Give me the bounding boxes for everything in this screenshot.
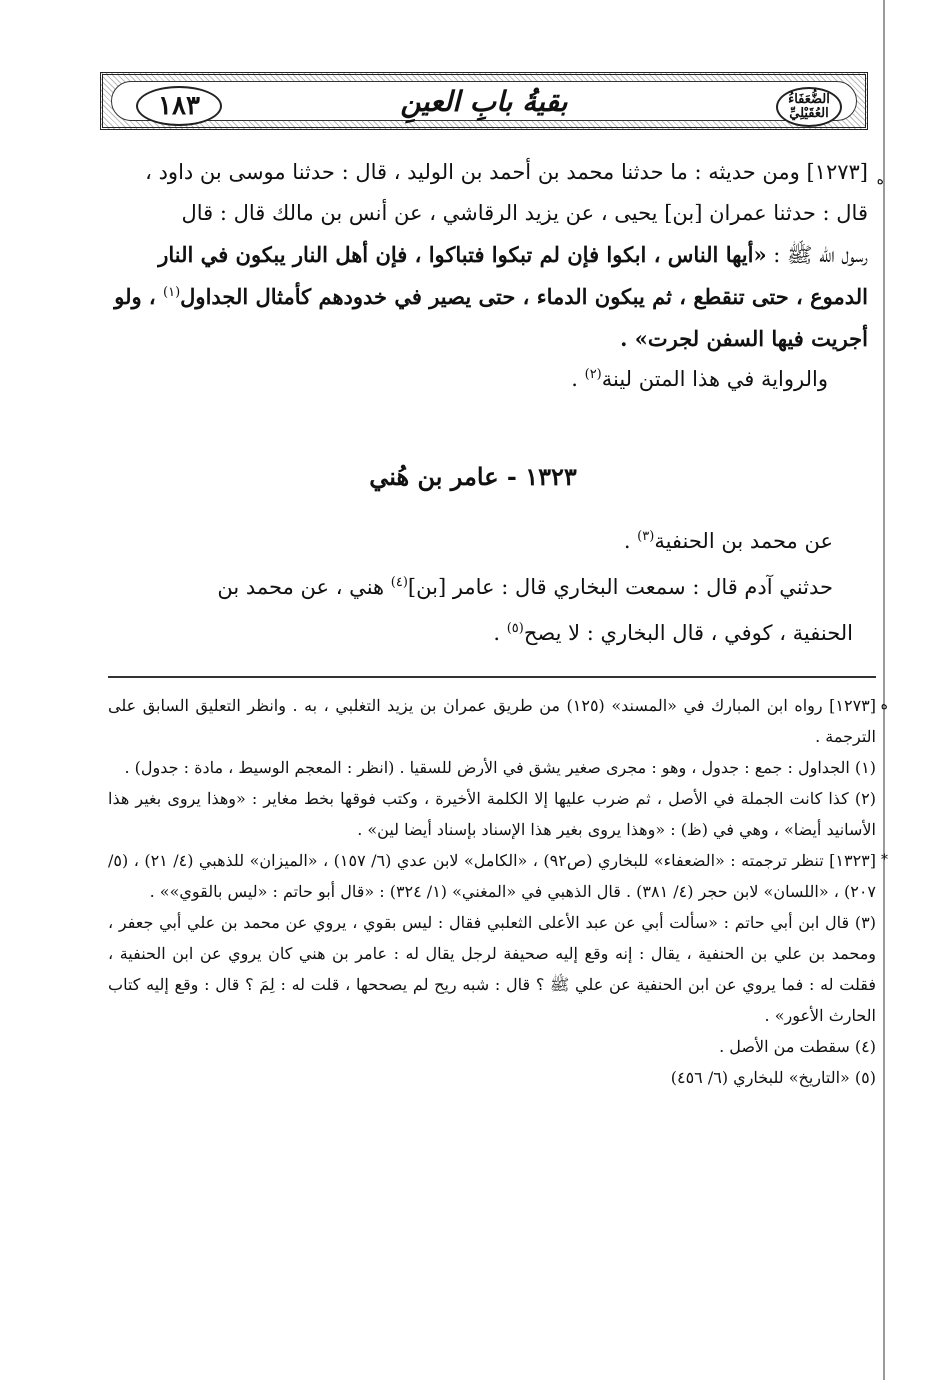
entry-1323-line-2 bbox=[108, 564, 853, 610]
emblem-top-text: الضُّعَفَاءُ bbox=[788, 92, 830, 107]
entry-1273-line-3 bbox=[108, 234, 868, 276]
entry-1323-line-2a: حدثني آدم قال : سمعت البخاري قال : عامر [بن] bbox=[407, 575, 833, 599]
footnote-1323-mark: * bbox=[881, 852, 888, 868]
entry-1323-line-1-text: عن محمد بن الحنفية bbox=[654, 529, 833, 553]
emblem-bottom-text: العُقَيْلِيِّ bbox=[789, 106, 829, 121]
footnote-ref-5: (٥) bbox=[506, 621, 524, 636]
footnote-ref-3: (٣) bbox=[637, 529, 655, 544]
entry-1273 bbox=[108, 152, 884, 400]
footnote-1273-text: [١٢٧٣] رواه ابن المبارك في «المسند» (١٢٥) من طريق عمران بن يزيد التغلبي ، به . وانظر التعليق السابق على الترجمة . bbox=[108, 696, 876, 746]
hadith-text-2: الدموع ، حتى تنقطع ، ثم يبكون الدماء ، حتى يصير في خدودهم كأمثال الجداول bbox=[180, 284, 868, 309]
entry-1323-line-1 bbox=[108, 518, 853, 564]
narration-note-end: . bbox=[571, 367, 585, 391]
book-emblem bbox=[776, 87, 842, 127]
footnote-4: (٤) سقطت من الأصل . bbox=[719, 1037, 876, 1056]
footnote-ref-2: (٢) bbox=[584, 367, 602, 382]
footnote-ref-1: (١) bbox=[163, 285, 181, 300]
narration-note-text: والرواية في هذا المتن لينة bbox=[601, 367, 828, 391]
entry-1323-line-2b: هني ، عن محمد بن bbox=[217, 575, 391, 599]
narration-note bbox=[108, 359, 868, 400]
entry-1323-line-1-end: . bbox=[623, 529, 638, 553]
entry-1273-line-2: قال : حدثنا عمران [بن] يحيى ، عن يزيد الرقاشي ، عن أنس بن مالك قال : قال bbox=[181, 201, 868, 225]
footnote-3: (٣) قال ابن أبي حاتم : «سألت أبي عن عبد الأعلى الثعلبي فقال : ليس بقوي ، يروي عن محمد بن علي أبي جعفر ، ومحمد بن علي بن الحنفية ، يقال : إنه وقع إليه صحيفة لرجل يقال له : عامر بن هني كان يروي عن ابن الحنفية ، فقلت له : فما يروي عن ابن الحنفية عن علي ﷺ ؟ قال : شبه ريح لم يصححها ، قلت له : لِمَ ؟ قال : وقع إليه كتاب الحارث الأعور» . bbox=[108, 913, 876, 1025]
circle-mark: ه bbox=[876, 172, 884, 188]
footnote-5: (٥) «التاريخ» للبخاري (٦/ ٤٥٦) bbox=[670, 1068, 876, 1087]
footnote-1323-text: [١٣٢٣] تنظر ترجمته : «الضعفاء» للبخاري (ص٩٢) ، «الكامل» لابن عدي (٦/ ١٥٧) ، «الميزان» للذهبي (٤/ ٢١) ، (٥/ ٢٠٧) ، «اللسان» لابن حجر (٤/ ٣٨١) . قال الذهبي في «المغني» (١/ ٣٢٤) : «قال أبو حاتم : «ليس بالقوي»» . bbox=[108, 851, 876, 901]
page-number: ١٨٣ bbox=[136, 86, 222, 126]
footnote-1: (١) الجداول : جمع : جدول ، وهو : مجرى صغير يشق في الأرض للسقيا . (انظر : المعجم الوسيط ، مادة : جدول) . bbox=[124, 758, 876, 777]
header-title: بقيةُ بابِ العينِ bbox=[400, 84, 568, 118]
entry-1273-line-5: أجريت فيها السفن لجرت» . bbox=[620, 326, 868, 351]
hadith-intro: رسول الله ﷺ : bbox=[766, 243, 868, 267]
header-band bbox=[111, 81, 857, 121]
footnote-ref-4: (٤) bbox=[390, 575, 408, 590]
footnote-2: (٢) كذا كانت الجملة في الأصل ، ثم ضرب عليها إلا الكلمة الأخيرة ، وكتب فوقها بخط مغاير : «وهذا يروى بغير هذا الأسانيد أيضا» ، وهي في (ظ) : «وهذا يروى بغير هذا الإسناد بإسناد أيضا لين» . bbox=[108, 789, 876, 839]
entry-1273-line-4 bbox=[108, 276, 868, 318]
footnote-separator bbox=[108, 676, 876, 678]
entry-1273-line-1: [١٢٧٣] ومن حديثه : ما حدثنا محمد بن أحمد بن الوليد ، قال : حدثنا موسى بن داود ، bbox=[145, 160, 868, 184]
hadith-text-3: ، ولو bbox=[114, 284, 164, 309]
footnote-1323 bbox=[108, 845, 888, 907]
entry-1323-line-3-text: الحنفية ، كوفي ، قال البخاري : لا يصح bbox=[523, 621, 853, 645]
footnote-1273 bbox=[108, 690, 888, 752]
section-heading-1323: ١٣٢٣ - عامر بن هُني bbox=[369, 462, 577, 491]
hadith-text-1: «أيها الناس ، ابكوا فإن لم تبكوا فتباكوا ، فإن أهل النار يبكون في النار bbox=[158, 242, 767, 267]
running-header bbox=[100, 72, 868, 130]
footnotes bbox=[108, 690, 888, 1093]
entry-1323-line-3-end: . bbox=[493, 621, 507, 645]
entry-1323 bbox=[108, 518, 853, 656]
entry-1323-line-3 bbox=[108, 610, 853, 656]
footnote-1273-mark: ه bbox=[880, 697, 888, 713]
